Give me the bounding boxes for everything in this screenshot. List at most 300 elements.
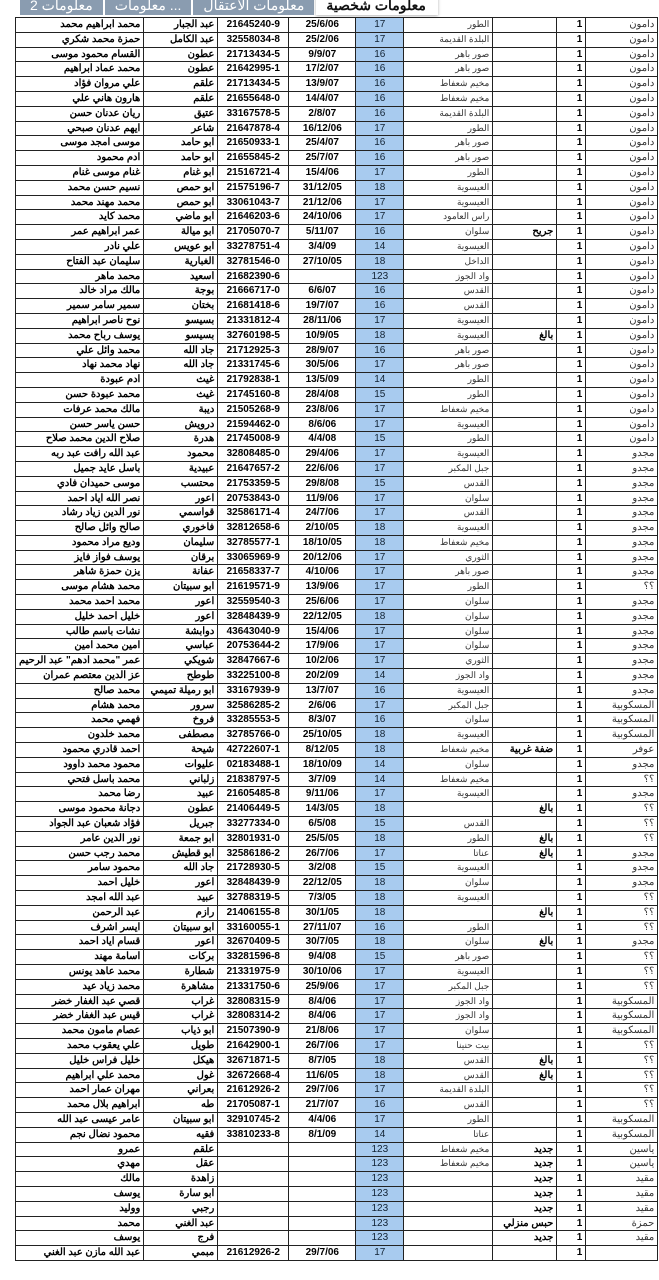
cell-family[interactable]: اعور [144, 491, 218, 506]
cell-name[interactable]: محمود نضال نجم [16, 1127, 144, 1142]
cell-family[interactable]: اعور [144, 876, 218, 891]
cell-id[interactable]: 32559540-3 [218, 595, 289, 610]
cell-family[interactable]: ابو سارة [144, 1186, 218, 1201]
cell-date[interactable]: 6/5/08 [289, 817, 356, 832]
cell-one[interactable]: 1 [557, 994, 586, 1009]
cell-id[interactable]: 21681418-6 [218, 299, 289, 314]
cell-family[interactable]: ابو قطيش [144, 846, 218, 861]
cell-status[interactable] [493, 669, 557, 684]
cell-one[interactable]: 1 [557, 358, 586, 373]
cell-id[interactable]: 21516721-4 [218, 165, 289, 180]
cell-age[interactable]: 16 [356, 136, 404, 151]
cell-date[interactable]: 22/6/06 [289, 461, 356, 476]
cell-name[interactable]: حمزة محمد شكري [16, 32, 144, 47]
cell-name[interactable]: مالك [16, 1172, 144, 1187]
cell-name[interactable]: محمد صالح [16, 683, 144, 698]
cell-name[interactable]: موسى حميدان فادي [16, 476, 144, 491]
cell-area[interactable] [404, 1172, 493, 1187]
cell-loc[interactable]: ؟؟ [586, 979, 658, 994]
cell-id[interactable]: 33285553-5 [218, 713, 289, 728]
cell-id[interactable]: 21713434-5 [218, 47, 289, 62]
cell-id[interactable]: 21655845-2 [218, 151, 289, 166]
cell-name[interactable]: نور الدين عامر [16, 831, 144, 846]
cell-one[interactable]: 1 [557, 62, 586, 77]
cell-family[interactable]: سليمان [144, 535, 218, 550]
cell-family[interactable]: علقم [144, 77, 218, 92]
cell-name[interactable]: نور الدين زياد رشاد [16, 506, 144, 521]
cell-area[interactable]: صور باهر [404, 62, 493, 77]
cell-id[interactable]: 33167939-9 [218, 683, 289, 698]
cell-status[interactable] [493, 313, 557, 328]
cell-name[interactable]: قسام اياد احمد [16, 935, 144, 950]
cell-loc[interactable]: مجدو [586, 609, 658, 624]
cell-one[interactable]: 1 [557, 299, 586, 314]
cell-date[interactable] [289, 1231, 356, 1246]
cell-age[interactable]: 17 [356, 979, 404, 994]
cell-age[interactable]: 16 [356, 343, 404, 358]
cell-status[interactable] [493, 461, 557, 476]
cell-age[interactable]: 16 [356, 77, 404, 92]
cell-loc[interactable]: ياسين [586, 1142, 658, 1157]
cell-date[interactable]: 9/9/07 [289, 47, 356, 62]
cell-family[interactable]: عبد الغني [144, 1216, 218, 1231]
cell-age[interactable]: 123 [356, 1216, 404, 1231]
cell-one[interactable]: 1 [557, 743, 586, 758]
cell-area[interactable]: القدس [404, 1098, 493, 1113]
cell-family[interactable]: محمود [144, 447, 218, 462]
cell-age[interactable]: 18 [356, 1053, 404, 1068]
cell-family[interactable]: بوجة [144, 284, 218, 299]
cell-age[interactable]: 18 [356, 802, 404, 817]
cell-date[interactable]: 24/7/06 [289, 506, 356, 521]
cell-status[interactable] [493, 683, 557, 698]
cell-loc[interactable]: دامون [586, 432, 658, 447]
cell-area[interactable]: العيسوية [404, 891, 493, 906]
cell-loc[interactable]: مقيد [586, 1172, 658, 1187]
cell-name[interactable]: محمد زياد عيد [16, 979, 144, 994]
cell-date[interactable]: 17/2/07 [289, 62, 356, 77]
cell-date[interactable]: 11/6/05 [289, 1068, 356, 1083]
cell-family[interactable]: شويكي [144, 654, 218, 669]
cell-date[interactable]: 22/12/05 [289, 876, 356, 891]
cell-id[interactable]: 32808314-2 [218, 1009, 289, 1024]
cell-name[interactable]: دجانة محمود موسى [16, 802, 144, 817]
cell-area[interactable]: العيسوية [404, 195, 493, 210]
tab-info-2[interactable]: معلومات 2 [20, 0, 105, 15]
cell-id[interactable]: 21650933-1 [218, 136, 289, 151]
cell-name[interactable]: فؤاد شعبان عبد الجواد [16, 817, 144, 832]
cell-one[interactable]: 1 [557, 1024, 586, 1039]
cell-name[interactable]: مالك محمد عرفات [16, 402, 144, 417]
cell-name[interactable]: ادم محمود [16, 151, 144, 166]
cell-name[interactable]: خليل احمد خليل [16, 609, 144, 624]
cell-age[interactable]: 17 [356, 1024, 404, 1039]
cell-age[interactable]: 18 [356, 609, 404, 624]
cell-status[interactable] [493, 891, 557, 906]
cell-family[interactable]: ابو عويس [144, 239, 218, 254]
cell-loc[interactable]: دامون [586, 121, 658, 136]
cell-id[interactable]: 32781546-0 [218, 254, 289, 269]
cell-area[interactable]: سلوان [404, 491, 493, 506]
cell-area[interactable] [404, 1201, 493, 1216]
cell-date[interactable]: 25/4/07 [289, 136, 356, 151]
cell-date[interactable]: 13/9/06 [289, 580, 356, 595]
cell-one[interactable]: 1 [557, 654, 586, 669]
cell-age[interactable]: 16 [356, 225, 404, 240]
cell-name[interactable]: اسامة مهند [16, 950, 144, 965]
cell-family[interactable]: سرور [144, 698, 218, 713]
cell-loc[interactable]: دامون [586, 47, 658, 62]
cell-status[interactable]: بالغ [493, 802, 557, 817]
cell-name[interactable]: علي يعقوب محمد [16, 1038, 144, 1053]
cell-name[interactable]: محمد ماهر [16, 269, 144, 284]
cell-date[interactable]: 25/2/06 [289, 32, 356, 47]
cell-id[interactable]: 21753359-5 [218, 476, 289, 491]
cell-status[interactable] [493, 506, 557, 521]
cell-age[interactable]: 16 [356, 151, 404, 166]
cell-one[interactable]: 1 [557, 77, 586, 92]
cell-one[interactable]: 1 [557, 195, 586, 210]
cell-id[interactable]: 33281596-8 [218, 950, 289, 965]
cell-one[interactable]: 1 [557, 920, 586, 935]
cell-area[interactable]: عناتا [404, 846, 493, 861]
cell-loc[interactable]: دامون [586, 284, 658, 299]
cell-area[interactable]: صور باهر [404, 151, 493, 166]
cell-loc[interactable]: المسكوبية [586, 1112, 658, 1127]
cell-age[interactable]: 16 [356, 713, 404, 728]
cell-area[interactable]: سلوان [404, 609, 493, 624]
cell-loc[interactable]: المسكوبية [586, 713, 658, 728]
cell-id[interactable]: 21666717-0 [218, 284, 289, 299]
cell-id[interactable]: 21646203-6 [218, 210, 289, 225]
cell-one[interactable]: 1 [557, 121, 586, 136]
cell-age[interactable]: 14 [356, 239, 404, 254]
cell-status[interactable] [493, 950, 557, 965]
cell-id[interactable]: 21331975-9 [218, 965, 289, 980]
cell-loc[interactable]: مجدو [586, 787, 658, 802]
cell-area[interactable]: واد الجوز [404, 1009, 493, 1024]
cell-family[interactable]: عطون [144, 47, 218, 62]
cell-id[interactable] [218, 1216, 289, 1231]
cell-status[interactable]: بالغ [493, 1053, 557, 1068]
cell-status[interactable] [493, 476, 557, 491]
cell-one[interactable]: 1 [557, 343, 586, 358]
cell-family[interactable]: جاد الله [144, 358, 218, 373]
cell-area[interactable]: سلوان [404, 876, 493, 891]
cell-date[interactable]: 21/8/06 [289, 1024, 356, 1039]
cell-age[interactable]: 17 [356, 18, 404, 33]
cell-age[interactable]: 17 [356, 402, 404, 417]
cell-one[interactable]: 1 [557, 210, 586, 225]
cell-id[interactable] [218, 1201, 289, 1216]
cell-area[interactable] [404, 905, 493, 920]
cell-area[interactable]: صور باهر [404, 47, 493, 62]
cell-family[interactable]: عبد الكامل [144, 32, 218, 47]
cell-status[interactable] [493, 595, 557, 610]
cell-area[interactable]: القدس [404, 1068, 493, 1083]
cell-date[interactable] [289, 1201, 356, 1216]
cell-name[interactable]: قيس عبد الغفار خضر [16, 1009, 144, 1024]
cell-family[interactable]: بعراني [144, 1083, 218, 1098]
cell-date[interactable]: 2/10/05 [289, 521, 356, 536]
cell-area[interactable]: الداخل [404, 254, 493, 269]
cell-loc[interactable]: المسكوبية [586, 994, 658, 1009]
cell-loc[interactable]: ؟؟ [586, 1053, 658, 1068]
cell-family[interactable]: عفانة [144, 565, 218, 580]
cell-id[interactable]: 21612926-2 [218, 1083, 289, 1098]
cell-loc[interactable]: مجدو [586, 876, 658, 891]
cell-id[interactable]: 21682390-6 [218, 269, 289, 284]
cell-one[interactable]: 1 [557, 521, 586, 536]
cell-name[interactable]: عز الدين معتصم عمران [16, 669, 144, 684]
cell-age[interactable]: 16 [356, 91, 404, 106]
cell-area[interactable]: صور باهر [404, 343, 493, 358]
tab-personal-info[interactable]: معلومات شخصية [316, 0, 438, 15]
cell-loc[interactable]: دامون [586, 417, 658, 432]
cell-status[interactable] [493, 979, 557, 994]
cell-one[interactable]: 1 [557, 831, 586, 846]
cell-loc[interactable]: ؟؟ [586, 831, 658, 846]
cell-status[interactable]: ضفة غربية [493, 743, 557, 758]
cell-one[interactable]: 1 [557, 1201, 586, 1216]
cell-date[interactable]: 26/7/06 [289, 1038, 356, 1053]
cell-loc[interactable]: دامون [586, 402, 658, 417]
cell-one[interactable]: 1 [557, 476, 586, 491]
cell-status[interactable]: بالغ [493, 1068, 557, 1083]
cell-id[interactable]: 21705070-7 [218, 225, 289, 240]
cell-area[interactable] [404, 1231, 493, 1246]
cell-date[interactable]: 29/7/06 [289, 1083, 356, 1098]
cell-status[interactable] [493, 565, 557, 580]
cell-name[interactable]: محمود سامر [16, 861, 144, 876]
cell-date[interactable]: 9/4/08 [289, 950, 356, 965]
cell-date[interactable]: 28/9/07 [289, 343, 356, 358]
cell-area[interactable]: واد الجوز [404, 994, 493, 1009]
cell-one[interactable]: 1 [557, 1231, 586, 1246]
cell-status[interactable] [493, 876, 557, 891]
cell-id[interactable]: 32586186-2 [218, 846, 289, 861]
cell-loc[interactable]: ؟؟ [586, 1083, 658, 1098]
cell-loc[interactable]: دامون [586, 62, 658, 77]
cell-status[interactable] [493, 62, 557, 77]
cell-name[interactable]: عبد الله امجد [16, 891, 144, 906]
cell-id[interactable]: 32785766-0 [218, 728, 289, 743]
cell-one[interactable]: 1 [557, 151, 586, 166]
cell-status[interactable] [493, 654, 557, 669]
cell-age[interactable]: 17 [356, 787, 404, 802]
cell-area[interactable]: البلدة القديمة [404, 1083, 493, 1098]
cell-family[interactable]: علقم [144, 91, 218, 106]
cell-status[interactable]: بالغ [493, 846, 557, 861]
cell-id[interactable]: 32785577-1 [218, 535, 289, 550]
cell-one[interactable]: 1 [557, 817, 586, 832]
cell-family[interactable]: ديبة [144, 402, 218, 417]
cell-area[interactable]: جبل المكبر [404, 461, 493, 476]
cell-age[interactable]: 17 [356, 313, 404, 328]
cell-one[interactable]: 1 [557, 802, 586, 817]
cell-area[interactable]: العيسوية [404, 965, 493, 980]
cell-status[interactable] [493, 402, 557, 417]
cell-age[interactable]: 16 [356, 284, 404, 299]
cell-one[interactable]: 1 [557, 595, 586, 610]
cell-loc[interactable]: مجدو [586, 506, 658, 521]
cell-id[interactable]: 21792838-1 [218, 373, 289, 388]
cell-date[interactable]: 8/12/05 [289, 743, 356, 758]
cell-family[interactable]: طويل [144, 1038, 218, 1053]
cell-id[interactable]: 20753644-2 [218, 639, 289, 654]
cell-date[interactable]: 8/4/06 [289, 1009, 356, 1024]
cell-family[interactable]: مبمي [144, 1246, 218, 1261]
cell-age[interactable]: 17 [356, 121, 404, 136]
cell-area[interactable]: واد الجوز [404, 669, 493, 684]
cell-date[interactable] [289, 1142, 356, 1157]
cell-family[interactable]: عبيد [144, 787, 218, 802]
cell-age[interactable]: 17 [356, 417, 404, 432]
cell-area[interactable]: سلوان [404, 1024, 493, 1039]
cell-name[interactable]: صالح وائل صالح [16, 521, 144, 536]
cell-area[interactable]: الطور [404, 432, 493, 447]
cell-loc[interactable]: مجدو [586, 757, 658, 772]
cell-area[interactable]: القدس [404, 476, 493, 491]
cell-loc[interactable]: مجدو [586, 535, 658, 550]
cell-date[interactable]: 21/12/06 [289, 195, 356, 210]
cell-name[interactable]: يوسف رباح محمد [16, 328, 144, 343]
cell-status[interactable] [493, 772, 557, 787]
cell-status[interactable]: جديد [493, 1142, 557, 1157]
cell-age[interactable]: 17 [356, 461, 404, 476]
cell-name[interactable]: عمر "محمد ادهم" عبد الرحيم [16, 654, 144, 669]
cell-area[interactable]: الطور [404, 165, 493, 180]
cell-loc[interactable]: دامون [586, 210, 658, 225]
cell-one[interactable]: 1 [557, 1068, 586, 1083]
cell-date[interactable]: 25/6/06 [289, 595, 356, 610]
cell-name[interactable]: محمد عماد ابراهيم [16, 62, 144, 77]
cell-family[interactable]: عبد الجبار [144, 18, 218, 33]
cell-area[interactable]: صور باهر [404, 136, 493, 151]
cell-loc[interactable]: مجدو [586, 595, 658, 610]
cell-one[interactable]: 1 [557, 713, 586, 728]
cell-status[interactable] [493, 299, 557, 314]
cell-date[interactable]: 15/4/06 [289, 624, 356, 639]
cell-loc[interactable]: مجدو [586, 683, 658, 698]
cell-date[interactable]: 8/6/06 [289, 417, 356, 432]
cell-family[interactable]: درويش [144, 417, 218, 432]
cell-family[interactable]: جبريل [144, 817, 218, 832]
cell-age[interactable]: 17 [356, 447, 404, 462]
cell-date[interactable]: 8/7/05 [289, 1053, 356, 1068]
cell-area[interactable]: الثوري [404, 654, 493, 669]
cell-id[interactable]: 21655648-0 [218, 91, 289, 106]
cell-family[interactable]: ابو حمص [144, 195, 218, 210]
cell-date[interactable]: 3/4/09 [289, 239, 356, 254]
cell-status[interactable] [493, 447, 557, 462]
cell-family[interactable]: مشاهرة [144, 979, 218, 994]
cell-id[interactable]: 21507390-9 [218, 1024, 289, 1039]
cell-one[interactable]: 1 [557, 461, 586, 476]
cell-id[interactable]: 33065969-9 [218, 550, 289, 565]
cell-name[interactable]: رضا محمد [16, 787, 144, 802]
cell-loc[interactable]: مقيد [586, 1201, 658, 1216]
cell-one[interactable]: 1 [557, 91, 586, 106]
cell-one[interactable]: 1 [557, 239, 586, 254]
cell-loc[interactable]: ؟؟ [586, 950, 658, 965]
cell-loc[interactable]: ؟؟ [586, 1038, 658, 1053]
cell-area[interactable]: عناتا [404, 1127, 493, 1142]
cell-family[interactable]: طوطح [144, 669, 218, 684]
cell-age[interactable]: 16 [356, 920, 404, 935]
cell-one[interactable]: 1 [557, 1186, 586, 1201]
cell-date[interactable]: 30/1/05 [289, 905, 356, 920]
cell-loc[interactable]: ؟؟ [586, 891, 658, 906]
cell-name[interactable]: محمد [16, 1216, 144, 1231]
cell-one[interactable]: 1 [557, 772, 586, 787]
cell-name[interactable]: سليمان عبد الفتاح [16, 254, 144, 269]
cell-id[interactable]: 32586285-2 [218, 698, 289, 713]
cell-family[interactable]: جاد الله [144, 343, 218, 358]
cell-family[interactable]: ابو جمعة [144, 831, 218, 846]
cell-id[interactable]: 32808315-9 [218, 994, 289, 1009]
cell-date[interactable] [289, 1172, 356, 1187]
cell-area[interactable]: مخيم شعفاط [404, 91, 493, 106]
cell-status[interactable] [493, 387, 557, 402]
cell-date[interactable]: 26/7/06 [289, 846, 356, 861]
cell-id[interactable]: 33160055-1 [218, 920, 289, 935]
cell-area[interactable]: البلدة القديمة [404, 32, 493, 47]
cell-family[interactable]: عليوات [144, 757, 218, 772]
cell-id[interactable]: 21605485-8 [218, 787, 289, 802]
cell-family[interactable]: ابو رميلة تميمي [144, 683, 218, 698]
cell-date[interactable]: 16/12/06 [289, 121, 356, 136]
cell-loc[interactable]: المسكوبية [586, 1127, 658, 1142]
cell-area[interactable]: القدس [404, 506, 493, 521]
cell-one[interactable]: 1 [557, 639, 586, 654]
cell-age[interactable]: 17 [356, 639, 404, 654]
cell-name[interactable]: موسى امجد موسى [16, 136, 144, 151]
cell-loc[interactable]: دامون [586, 195, 658, 210]
cell-area[interactable]: الطور [404, 831, 493, 846]
cell-date[interactable]: 5/11/07 [289, 225, 356, 240]
cell-date[interactable]: 27/10/05 [289, 254, 356, 269]
cell-family[interactable]: اعور [144, 609, 218, 624]
cell-date[interactable]: 15/4/06 [289, 165, 356, 180]
cell-name[interactable]: محمد كايد [16, 210, 144, 225]
cell-loc[interactable]: مقيد [586, 1186, 658, 1201]
cell-family[interactable]: الغبارية [144, 254, 218, 269]
cell-status[interactable] [493, 994, 557, 1009]
cell-family[interactable]: ابو ماضي [144, 210, 218, 225]
cell-family[interactable]: فقيه [144, 1127, 218, 1142]
cell-area[interactable]: مخيم شعفاط [404, 535, 493, 550]
cell-area[interactable]: العيسوية [404, 861, 493, 876]
cell-area[interactable]: القدس [404, 299, 493, 314]
cell-age[interactable]: 16 [356, 62, 404, 77]
cell-age[interactable]: 17 [356, 595, 404, 610]
cell-id[interactable]: 21331745-6 [218, 358, 289, 373]
cell-age[interactable]: 18 [356, 521, 404, 536]
cell-family[interactable]: فرج [144, 1231, 218, 1246]
cell-area[interactable]: سلوان [404, 935, 493, 950]
cell-one[interactable]: 1 [557, 683, 586, 698]
cell-area[interactable]: العيسوية [404, 239, 493, 254]
cell-loc[interactable]: مجدو [586, 935, 658, 950]
cell-age[interactable]: 17 [356, 195, 404, 210]
cell-status[interactable] [493, 624, 557, 639]
cell-family[interactable]: غول [144, 1068, 218, 1083]
cell-age[interactable]: 18 [356, 180, 404, 195]
cell-status[interactable]: جديد [493, 1157, 557, 1172]
cell-status[interactable] [493, 1038, 557, 1053]
cell-loc[interactable]: مجدو [586, 565, 658, 580]
